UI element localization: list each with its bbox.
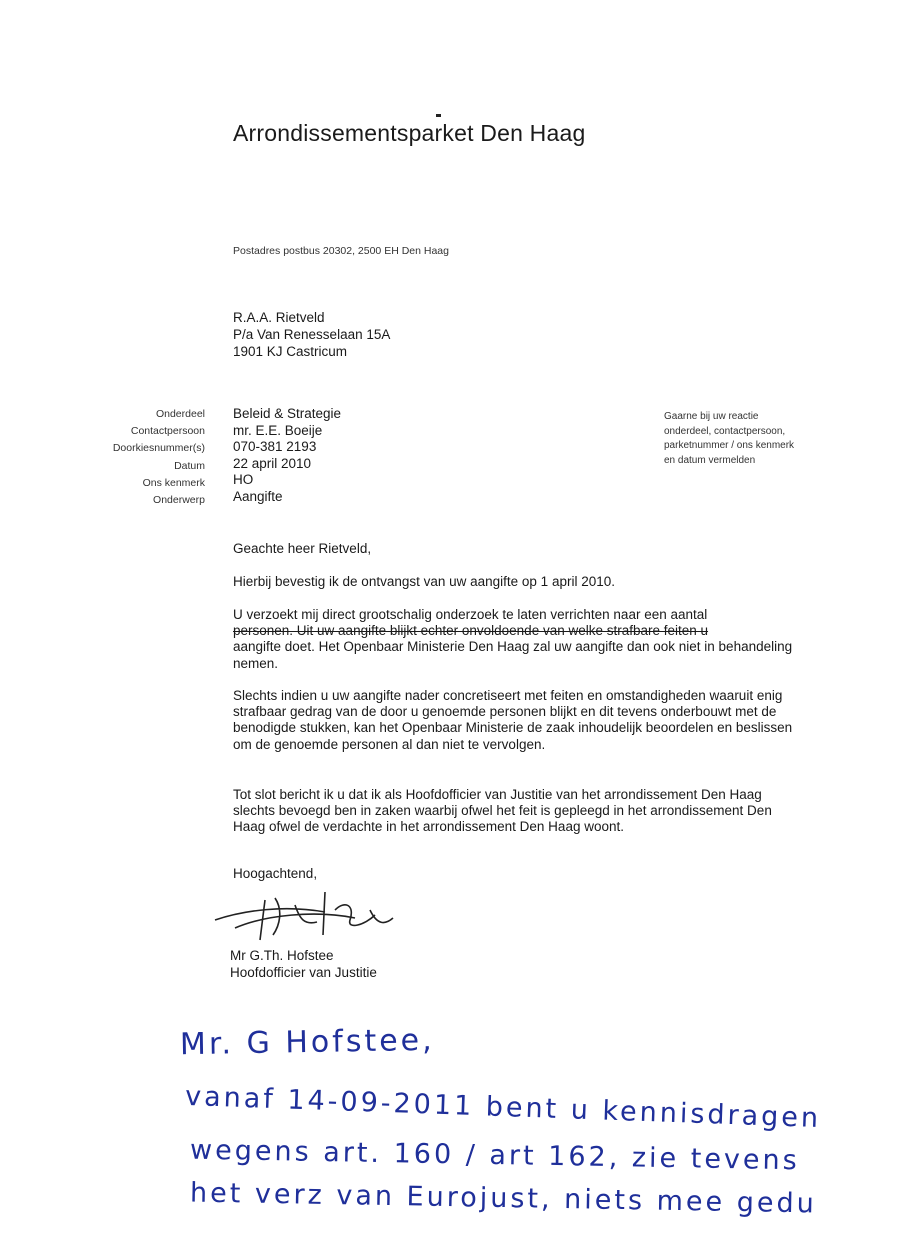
signatory-title: Hoofdofficier van Justitie xyxy=(230,964,377,980)
reply-instruction-line: Gaarne bij uw reactie xyxy=(664,411,759,422)
meta-values xyxy=(233,406,341,505)
meta-value-date: 22 april 2010 xyxy=(233,455,312,471)
paragraph-2-struck-line: personen. Uit uw aangifte blijkt echter onvoldoende van welke strafbare feiten u xyxy=(233,623,709,639)
scan-speck xyxy=(436,114,441,117)
signature-image xyxy=(205,880,405,950)
meta-value-contact: mr. E.E. Boeije xyxy=(233,422,323,438)
reply-instruction-line: en datum vermelden xyxy=(664,454,756,466)
paragraph-4: Tot slot bericht ik u dat ik als Hoofdofficier van Justitie van het arrondissement Den Haag slechts bevoegd ben in zaken waarbij ofwel het feit is gepleegd in het arrondissement Den Haag ofwel de verdachte in het arrondissement Den Haag woont. xyxy=(233,787,772,835)
meta-label: Contactpersoon xyxy=(130,425,205,438)
recipient-address xyxy=(233,309,390,360)
salutation: Geachte heer Rietveld, xyxy=(233,541,372,556)
meta-value-reference: HO xyxy=(233,472,254,487)
paragraph-2 xyxy=(233,607,793,672)
meta-label: Doorkiesnummer(s) xyxy=(112,442,205,455)
handwritten-line-4: het verz van Eurojust, niets mee gedu xyxy=(189,1177,817,1220)
meta-value-subject: Aangifte xyxy=(233,488,283,504)
recipient-street: P/a Van Renesselaan 15A xyxy=(233,327,391,342)
meta-label: Onderdeel xyxy=(155,408,205,420)
signatory-name: Mr G.Th. Hofstee xyxy=(230,948,334,963)
paragraph-1: Hierbij bevestig ik de ontvangst van uw aangifte op 1 april 2010. xyxy=(233,574,615,589)
reply-instruction-line: parketnummer / ons kenmerk xyxy=(664,440,795,451)
handwritten-line-3: wegens art. 160 / art 162, zie tevens xyxy=(189,1134,800,1177)
organisation-title: Arrondissementsparket Den Haag xyxy=(233,120,586,146)
meta-value-phone: 070-381 2193 xyxy=(233,439,317,454)
recipient-city: 1901 KJ Castricum xyxy=(233,344,348,359)
reply-instruction-line: onderdeel, contactpersoon, xyxy=(664,425,786,437)
signatory xyxy=(230,948,377,981)
handwritten-line-1: Mr. G Hofstee, xyxy=(179,1022,435,1063)
meta-labels xyxy=(60,406,205,509)
paragraph-2-rest: aangifte doet. Het Openbaar Ministerie Den Haag zal uw aangifte dan ook niet in behandeling nemen. xyxy=(233,639,793,671)
reply-instructions xyxy=(664,410,834,468)
closing: Hoogachtend, xyxy=(233,866,318,881)
meta-label: Datum xyxy=(174,459,205,472)
meta-label: Onderwerp xyxy=(153,494,205,507)
handwritten-line-2: vanaf 14-09-2011 bent u kennisdragen xyxy=(184,1080,822,1135)
meta-value-department: Beleid & Strategie xyxy=(233,406,342,421)
paragraph-3: Slechts indien u uw aangifte nader concretiseert met feiten en omstandigheden waaruit enig strafbaar gedrag van de door u genoemde personen blijkt en dit tevens onderbouwt met de benodigde stukken, kan het Openbaar Ministerie de zaak inhoudelijk beoordelen en beslissen om de genoemde personen al dan niet te vervolgen. xyxy=(233,688,793,752)
paragraph-2-line-1: U verzoekt mij direct grootschalig onderzoek te laten verrichten naar een aantal xyxy=(233,607,708,622)
meta-label: Ons kenmerk xyxy=(142,476,205,489)
recipient-name: R.A.A. Rietveld xyxy=(233,310,325,325)
signature-stroke xyxy=(215,892,393,940)
postal-address: Postadres postbus 20302, 2500 EH Den Haag xyxy=(233,245,449,257)
